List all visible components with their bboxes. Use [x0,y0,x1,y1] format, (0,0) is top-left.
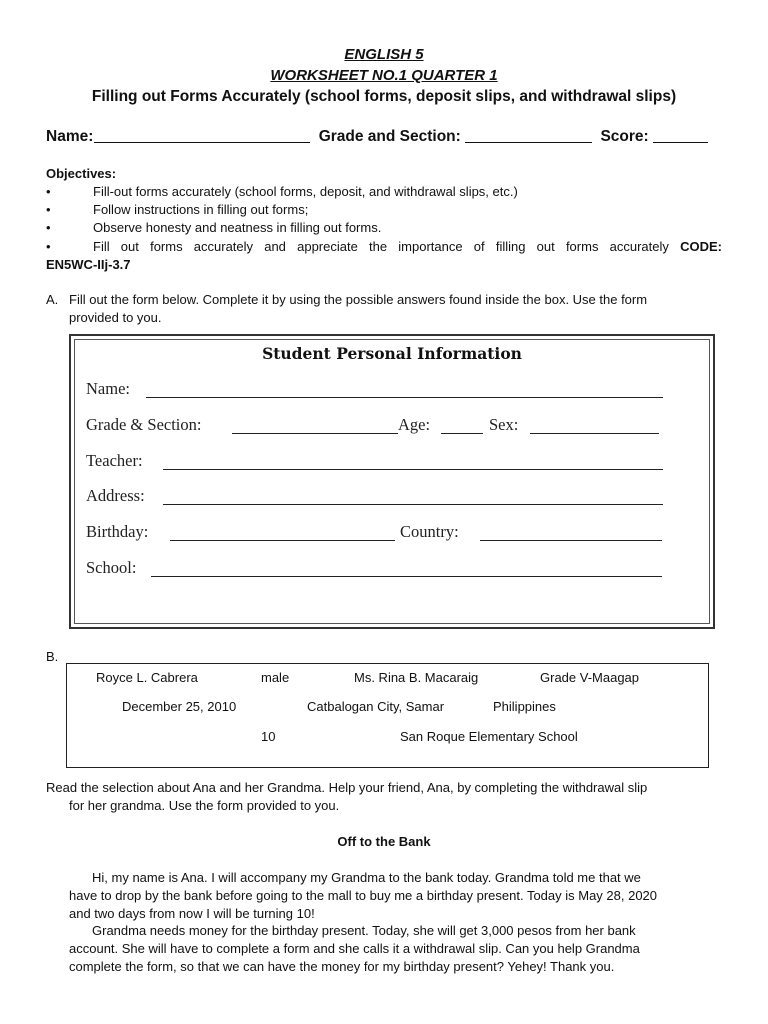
form-address-line[interactable] [163,504,663,505]
grade-section-blank[interactable] [465,142,592,143]
instruction-line: provided to you. [69,310,162,325]
answer-choice: Catbalogan City, Samar [307,699,445,714]
story-line: Grandma needs money for the birthday present. Today, she will get 3,000 pesos from her bank [92,923,636,938]
form-grade-section-line[interactable] [232,433,398,434]
form-school-label: School: [86,558,137,577]
reading-instruction [46,779,722,815]
objective-item [46,220,381,235]
form-sex-line[interactable] [530,433,659,434]
objective-text: Observe honesty and neatness in filling out forms. [93,220,382,235]
grade-section-label: Grade and Section: [318,128,461,145]
objective-item [46,238,722,255]
name-blank[interactable] [94,142,310,143]
form-age-line[interactable] [441,433,483,434]
objective-text: Fill out forms accurately and appreciate the importance of filling out forms accurately [93,239,669,254]
bullet: • [46,239,51,254]
form-birthday-label: Birthday: [86,522,149,541]
answer-choice: December 25, 2010 [122,699,237,714]
code-value: EN5WC-IIj-3.7 [46,257,131,272]
form-birthday-line[interactable] [170,540,395,541]
section-a-instruction [69,291,720,327]
form-title: Student Personal Information [262,344,522,363]
form-country-label: Country: [400,522,459,541]
story-paragraph-1 [69,869,720,923]
objectives-title: Objectives: [46,166,117,181]
form-grade-section-label: Grade & Section: [86,415,202,434]
form-sex-label: Sex: [489,415,519,434]
form-name-label: Name: [86,379,130,398]
form-name-line[interactable] [146,397,663,398]
story-line: account. She will have to complete a form and she calls it a withdrawal slip. Can you help Grandma [69,941,640,956]
code-label: CODE: [680,239,722,254]
form-address-label: Address: [86,486,145,505]
form-school-line[interactable] [151,576,662,577]
lesson-title: Filling out Forms Accurately (school forms, deposit slips, and withdrawal slips) [91,88,677,105]
objective-text: Follow instructions in filling out forms; [93,202,309,217]
story-line: Hi, my name is Ana. I will accompany my Grandma to the bank today. Grandma told me that we [92,870,641,885]
student-info-form [69,334,715,629]
bullet: • [46,202,51,217]
story-line: and two days from now I will be turning 10! [69,906,315,921]
objective-text: Fill-out forms accurately (school forms, deposit, and withdrawal slips, etc.) [93,184,518,199]
answer-choice: male [261,670,290,685]
story-line: have to drop by the bank before going to the mall to buy me a birthday present. Today is May 28, 2020 [69,888,658,903]
objective-item [46,184,518,199]
answer-choice: Philippines [493,699,556,714]
score-blank[interactable] [653,142,708,143]
section-a-letter: A. [46,292,59,307]
score-label: Score: [600,128,649,145]
form-teacher-line[interactable] [163,469,663,470]
form-teacher-label: Teacher: [86,451,143,470]
name-label: Name: [46,128,94,145]
answer-choice: Royce L. Cabrera [96,670,198,685]
instruction-line: for her grandma. Use the form provided to you. [69,798,340,813]
bullet: • [46,220,51,235]
objective-item [46,202,308,217]
student-info-row [46,128,708,146]
bullet: • [46,184,51,199]
answer-choice: Grade V-Maagap [540,670,640,685]
story-title: Off to the Bank [337,834,431,849]
instruction-line: Read the selection about Ana and her Grandma. Help your friend, Ana, by completing the withdrawal slip [46,780,648,795]
instruction-line: Fill out the form below. Complete it by using the possible answers found inside the box. Use the form [69,292,648,307]
story-line: complete the form, so that we can have the money for my birthday present? Yehey! Thank you. [69,959,615,974]
form-age-label: Age: [398,415,431,434]
worksheet-title: WORKSHEET NO.1 QUARTER 1 [270,67,498,84]
section-b-letter: B. [46,649,59,664]
answer-choice: Ms. Rina B. Macaraig [354,670,479,685]
answer-choice: 10 [261,729,276,744]
story-paragraph-2 [69,922,720,976]
form-country-line[interactable] [480,540,662,541]
subject-title: ENGLISH 5 [344,46,424,63]
answer-choice: San Roque Elementary School [400,729,578,744]
